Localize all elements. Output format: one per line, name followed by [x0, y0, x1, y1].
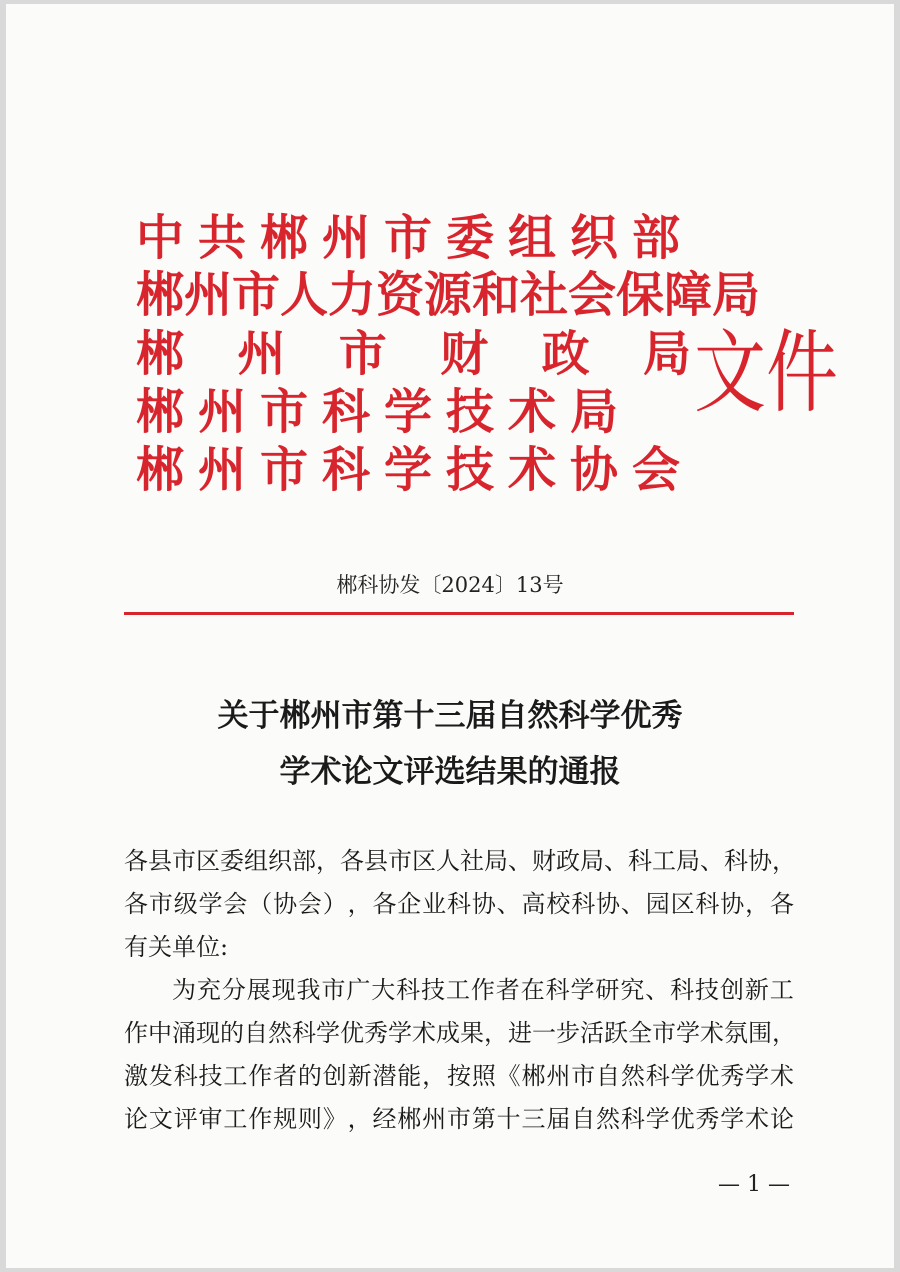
- text-char: 能: [397, 1062, 422, 1090]
- text-char: 发: [148, 1062, 173, 1090]
- text-char: 学: [198, 890, 223, 918]
- text-char: ，: [347, 1105, 372, 1133]
- text-char: 科: [571, 890, 596, 918]
- text-char: 科: [628, 847, 652, 875]
- text-char: 究: [620, 976, 645, 1004]
- text-char: 然: [596, 1105, 621, 1133]
- text-char: 《: [496, 1062, 521, 1090]
- text-char: 活: [580, 1019, 604, 1047]
- text-char: （: [248, 890, 273, 918]
- text-char: 区: [670, 890, 695, 918]
- body-line: [124, 1012, 794, 1055]
- text-char: 财: [440, 326, 489, 382]
- text-char: 文: [148, 1105, 173, 1133]
- issuer-finance-bureau: [136, 326, 691, 382]
- text-char: 组: [244, 847, 268, 875]
- text-char: 照: [471, 1062, 496, 1090]
- document-type-label: 文件: [694, 319, 839, 425]
- text-char: 学: [388, 1019, 412, 1047]
- text-char: 作: [248, 1105, 273, 1133]
- issuer-science-technology-bureau: 郴州市科学技术局: [136, 384, 633, 440]
- text-char: 科: [292, 1019, 316, 1047]
- text-char: 州: [546, 1062, 571, 1090]
- text-char: 科: [396, 976, 421, 1004]
- text-char: 我: [296, 976, 321, 1004]
- text-char: 会: [297, 890, 322, 918]
- text-char: 学: [645, 1105, 670, 1133]
- text-char: 按: [446, 1062, 471, 1090]
- text-char: 优: [340, 1019, 364, 1047]
- text-char: 工: [223, 1105, 248, 1133]
- text-char: 科: [695, 890, 720, 918]
- text-char: 新: [347, 1062, 372, 1090]
- text-char: 县: [148, 847, 172, 875]
- text-char: 区: [412, 847, 436, 875]
- text-char: 充: [196, 976, 221, 1004]
- text-char: 财: [532, 847, 556, 875]
- text-char: 市: [388, 847, 412, 875]
- body-line: [124, 883, 794, 926]
- text-char: 人: [436, 847, 460, 875]
- text-char: 校: [546, 890, 571, 918]
- text-char: 围: [748, 1019, 772, 1047]
- text-char: 跃: [604, 1019, 628, 1047]
- text-char: 氛: [724, 1019, 748, 1047]
- text-char: 科: [620, 1105, 645, 1133]
- text-char: ，: [745, 890, 770, 918]
- text-char: 果: [460, 1019, 484, 1047]
- text-char: 各: [372, 890, 397, 918]
- text-char: 局: [642, 326, 691, 382]
- text-char: 学: [745, 1062, 770, 1090]
- text-char: 县: [364, 847, 388, 875]
- text-char: 》: [322, 1105, 347, 1133]
- text-char: 术: [745, 1105, 770, 1133]
- text-char: 科: [545, 976, 570, 1004]
- text-char: 、: [604, 847, 628, 875]
- text-char: 则: [297, 1105, 322, 1133]
- text-char: 学: [670, 1062, 695, 1090]
- text-char: 局: [676, 847, 700, 875]
- text-char: 自: [596, 1062, 621, 1090]
- text-char: 各: [124, 847, 148, 875]
- text-char: ，: [772, 1019, 796, 1047]
- page-number: — 1 —: [718, 1172, 790, 1197]
- text-char: 州: [422, 1105, 447, 1133]
- text-char: 一: [532, 1019, 556, 1047]
- text-char: 科: [446, 890, 471, 918]
- text-char: 市: [571, 1062, 596, 1090]
- text-char: 、: [700, 847, 724, 875]
- text-char: ，: [772, 847, 796, 875]
- text-char: 秀: [364, 1019, 388, 1047]
- text-char: 作: [248, 1062, 273, 1090]
- text-char: 市: [446, 1105, 471, 1133]
- text-char: 协: [596, 890, 621, 918]
- text-char: 协: [748, 847, 772, 875]
- text-char: 技: [421, 976, 446, 1004]
- body-line: [124, 1098, 794, 1141]
- text-char: 现: [196, 1019, 220, 1047]
- text-char: 高: [521, 890, 546, 918]
- text-char: 然: [620, 1062, 645, 1090]
- document-body: [124, 840, 794, 1141]
- text-char: 学: [676, 1019, 700, 1047]
- text-char: 区: [196, 847, 220, 875]
- document-title-line-1: 关于郴州市第十三届自然科学优秀: [217, 698, 683, 734]
- text-char: 州: [237, 326, 286, 382]
- text-char: 郴: [136, 326, 185, 382]
- text-char: 织: [268, 847, 292, 875]
- text-char: 者: [273, 1062, 298, 1090]
- issuer-human-resources-bureau: 郴州市人力资源和社会保障局: [136, 267, 761, 323]
- text-char: 科: [724, 847, 748, 875]
- text-char: 届: [546, 1105, 571, 1133]
- text-char: 优: [695, 1062, 720, 1090]
- text-char: 三: [521, 1105, 546, 1133]
- text-char: 技: [198, 1062, 223, 1090]
- text-char: 论: [769, 1105, 794, 1133]
- text-char: 、: [508, 847, 532, 875]
- text-char: 园: [645, 890, 670, 918]
- document-number: 郴科协发〔2024〕13号: [336, 573, 564, 597]
- text-char: 市: [338, 326, 387, 382]
- body-line: 有关单位:: [124, 933, 229, 961]
- text-char: 局: [580, 847, 604, 875]
- text-char: 学: [570, 976, 595, 1004]
- text-char: 协: [471, 890, 496, 918]
- text-char: 工: [652, 847, 676, 875]
- text-char: 潜: [372, 1062, 397, 1090]
- text-char: 业: [422, 890, 447, 918]
- document-page: [6, 4, 894, 1268]
- text-char: 企: [397, 890, 422, 918]
- text-char: 激: [124, 1062, 148, 1090]
- text-char: 成: [436, 1019, 460, 1047]
- issuer-organization-department: 中共郴州市委组织部: [136, 210, 695, 266]
- text-char: 协: [273, 890, 298, 918]
- text-char: 创: [322, 1062, 347, 1090]
- issuing-authorities: [136, 210, 761, 500]
- text-char: 术: [769, 1062, 794, 1090]
- text-char: 政: [541, 326, 590, 382]
- red-header-rule: [124, 612, 794, 615]
- text-char: 各: [124, 890, 148, 918]
- text-char: 术: [412, 1019, 436, 1047]
- text-char: 进: [508, 1019, 532, 1047]
- text-char: 科: [173, 1062, 198, 1090]
- text-char: 全: [628, 1019, 652, 1047]
- text-char: 技: [695, 976, 720, 1004]
- text-char: 、: [645, 976, 670, 1004]
- text-char: 工: [223, 1062, 248, 1090]
- text-char: 审: [198, 1105, 223, 1133]
- text-char: 、: [620, 890, 645, 918]
- text-char: 涌: [172, 1019, 196, 1047]
- text-char: 作: [124, 1019, 148, 1047]
- body-line: [124, 840, 794, 883]
- text-char: 优: [670, 1105, 695, 1133]
- text-char: 作: [470, 976, 495, 1004]
- text-char: 的: [297, 1062, 322, 1090]
- text-char: ，: [347, 890, 372, 918]
- text-char: 第: [471, 1105, 496, 1133]
- text-char: 各: [769, 890, 794, 918]
- text-char: 新: [744, 976, 769, 1004]
- text-char: 科: [645, 1062, 670, 1090]
- text-char: 委: [220, 847, 244, 875]
- document-title-line-2: 学术论文评选结果的通报: [279, 754, 621, 790]
- text-char: 市: [148, 890, 173, 918]
- text-char: 的: [220, 1019, 244, 1047]
- text-char: 学: [720, 1105, 745, 1133]
- text-char: 工: [445, 976, 470, 1004]
- text-char: 市: [321, 976, 346, 1004]
- text-char: 为: [124, 976, 196, 1004]
- text-char: 协: [720, 890, 745, 918]
- text-char: 自: [571, 1105, 596, 1133]
- text-char: ）: [322, 890, 347, 918]
- text-char: ，: [316, 847, 340, 875]
- text-char: 在: [520, 976, 545, 1004]
- text-char: 大: [371, 976, 396, 1004]
- text-char: 市: [172, 847, 196, 875]
- text-char: 研: [595, 976, 620, 1004]
- text-char: 十: [496, 1105, 521, 1133]
- text-char: ，: [484, 1019, 508, 1047]
- text-char: 、: [496, 890, 521, 918]
- text-char: 局: [484, 847, 508, 875]
- text-char: 创: [719, 976, 744, 1004]
- text-char: 学: [316, 1019, 340, 1047]
- text-char: 部: [292, 847, 316, 875]
- text-char: 秀: [720, 1062, 745, 1090]
- text-char: ，: [422, 1062, 447, 1090]
- text-char: 中: [148, 1019, 172, 1047]
- text-char: 政: [556, 847, 580, 875]
- text-char: 者: [495, 976, 520, 1004]
- text-char: 分: [221, 976, 246, 1004]
- text-char: 评: [173, 1105, 198, 1133]
- body-line: [124, 1055, 794, 1098]
- text-char: 论: [124, 1105, 148, 1133]
- text-char: 现: [271, 976, 296, 1004]
- text-char: 各: [340, 847, 364, 875]
- issuer-science-technology-association: 郴州市科学技术协会: [136, 442, 695, 498]
- text-char: 工: [769, 976, 794, 1004]
- body-line: [124, 969, 794, 1012]
- text-char: 经: [372, 1105, 397, 1133]
- text-char: 级: [173, 890, 198, 918]
- text-char: 郴: [397, 1105, 422, 1133]
- text-char: 郴: [521, 1062, 546, 1090]
- text-char: 科: [670, 976, 695, 1004]
- text-char: 术: [700, 1019, 724, 1047]
- text-char: 规: [273, 1105, 298, 1133]
- text-char: 自: [244, 1019, 268, 1047]
- text-char: 社: [460, 847, 484, 875]
- text-char: 会: [223, 890, 248, 918]
- text-char: 展: [246, 976, 271, 1004]
- text-char: 然: [268, 1019, 292, 1047]
- text-char: 市: [652, 1019, 676, 1047]
- text-char: 广: [346, 976, 371, 1004]
- text-char: 秀: [695, 1105, 720, 1133]
- text-char: 步: [556, 1019, 580, 1047]
